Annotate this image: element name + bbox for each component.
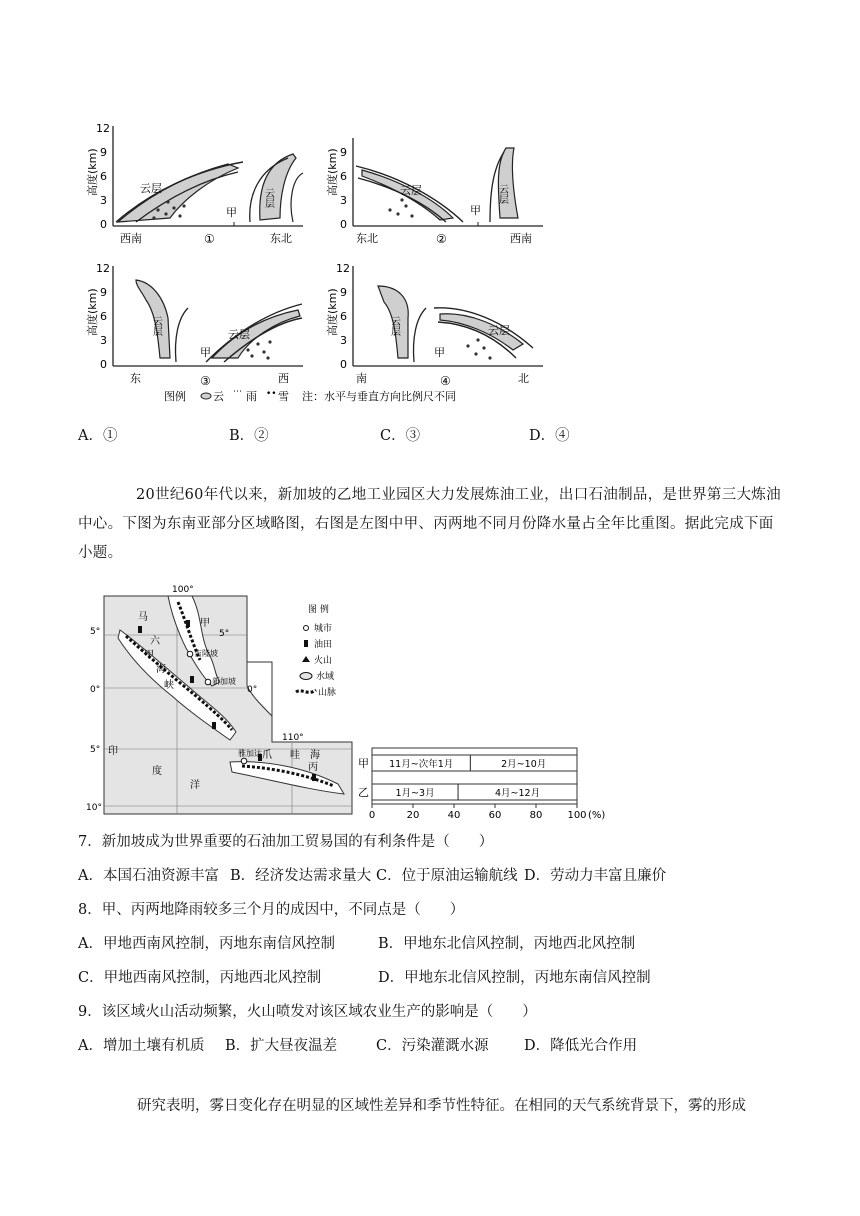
- bar-label-1-1: 4月~12月: [495, 788, 541, 799]
- q9-option-d[interactable]: D．降低光合作用: [524, 1038, 638, 1054]
- svg-text:0: 0: [100, 218, 107, 231]
- svg-text:3: 3: [340, 334, 347, 347]
- next-paragraph: 研究表明，雾日变化存在明显的区域性差异和季节性特征。在相同的天气系统背景下，雾的形成: [137, 1098, 746, 1114]
- rainfall-share-chart: [352, 744, 622, 822]
- prev-option-c[interactable]: C．③: [380, 428, 421, 444]
- svg-text:3: 3: [100, 194, 107, 207]
- svg-text:雪: 雪: [278, 390, 289, 403]
- svg-text:山脉: 山脉: [318, 688, 337, 698]
- svg-text:油田: 油田: [314, 640, 333, 650]
- svg-text:0: 0: [340, 218, 347, 231]
- q8-option-a[interactable]: A．甲地西南风控制，丙地东南信风控制: [78, 936, 335, 952]
- svg-text:度: 度: [152, 766, 162, 777]
- svg-text:①: ①: [204, 232, 215, 246]
- svg-text:图 例: 图 例: [308, 605, 329, 615]
- svg-text:6: 6: [340, 310, 347, 323]
- panel-2: [325, 138, 543, 246]
- q7-stem: 7．新加坡成为世界重要的石油加工贸易国的有利条件是（ ）: [78, 834, 494, 850]
- panel-4: [325, 262, 543, 388]
- svg-text:云层: 云层: [228, 328, 250, 341]
- x-tick-label-4: 80: [529, 810, 543, 821]
- bar-label-0-1: 2月~10月: [501, 759, 547, 770]
- panel-1: [85, 122, 303, 246]
- svg-text:0°: 0°: [90, 685, 101, 695]
- svg-text:10°: 10°: [86, 803, 102, 813]
- svg-text:云层: 云层: [400, 184, 422, 197]
- svg-text:12: 12: [336, 262, 350, 275]
- svg-text:9: 9: [340, 146, 347, 159]
- svg-text:高度(km): 高度(km): [86, 288, 99, 336]
- svg-text:0°: 0°: [247, 685, 258, 695]
- svg-text:东北: 东北: [270, 232, 292, 245]
- svg-text:100°: 100°: [172, 585, 194, 595]
- svg-text:马: 马: [138, 612, 148, 623]
- bar-label-1-0: 1月~3月: [395, 788, 435, 799]
- svg-text:吉隆坡: 吉隆坡: [194, 649, 218, 658]
- svg-text:云层: 云层: [150, 316, 162, 336]
- svg-text:云层: 云层: [262, 188, 274, 208]
- svg-text:云层: 云层: [496, 184, 508, 204]
- svg-text:④: ④: [440, 374, 451, 388]
- svg-text:城市: 城市: [314, 624, 333, 634]
- svg-text:六: 六: [150, 636, 160, 647]
- svg-text:西南: 西南: [120, 232, 142, 245]
- svg-text:海: 海: [156, 664, 166, 675]
- svg-text:甲: 甲: [144, 650, 154, 661]
- q8-option-d[interactable]: D．甲地东北信风控制，丙地东南信风控制: [378, 970, 651, 986]
- svg-text:甲: 甲: [434, 346, 445, 359]
- map-legend: [296, 603, 336, 698]
- q7-option-d[interactable]: D．劳动力丰富且廉价: [524, 868, 667, 884]
- svg-text:高度(km): 高度(km): [326, 148, 339, 196]
- q7-option-b[interactable]: B．经济发达需求量大: [230, 868, 372, 884]
- svg-text:东: 东: [130, 372, 141, 385]
- front-diagram-figure: [88, 118, 558, 408]
- svg-text:甲: 甲: [470, 204, 481, 217]
- svg-text:印: 印: [108, 746, 118, 757]
- svg-text:5°: 5°: [90, 745, 101, 755]
- svg-text:洋: 洋: [190, 780, 200, 791]
- q7-option-c[interactable]: C．位于原油运输航线: [376, 868, 518, 884]
- svg-text:12: 12: [96, 122, 110, 135]
- q8-option-b[interactable]: B．甲地东北信风控制，丙地西北风控制: [378, 936, 636, 952]
- q8-stem: 8．甲、丙两地降雨较多三个月的成因中，不同点是（ ）: [78, 902, 465, 918]
- q9-option-c[interactable]: C．污染灌溉水源: [376, 1038, 489, 1054]
- svg-text:0: 0: [100, 358, 107, 371]
- prev-option-b[interactable]: B．②: [229, 428, 269, 444]
- svg-text:••: ••: [266, 389, 277, 399]
- svg-text:峡: 峡: [164, 680, 174, 691]
- svg-text:雅加达: 雅加达: [238, 749, 262, 758]
- svg-text:甲: 甲: [200, 618, 210, 629]
- svg-text:海: 海: [310, 750, 320, 761]
- q8-option-c[interactable]: C．甲地西南风控制，丙地西北风控制: [78, 970, 322, 986]
- svg-text:雨: 雨: [246, 390, 257, 403]
- svg-text:甲: 甲: [226, 206, 237, 219]
- x-unit: (%): [588, 810, 606, 821]
- svg-text:西南: 西南: [510, 232, 532, 245]
- q7-option-a[interactable]: A．本国石油资源丰富: [78, 868, 219, 884]
- svg-text:云层: 云层: [140, 182, 162, 195]
- svg-text:哇: 哇: [290, 750, 300, 761]
- prev-option-a[interactable]: A．①: [78, 428, 118, 444]
- svg-text:9: 9: [100, 146, 107, 159]
- svg-text:云: 云: [213, 390, 224, 403]
- svg-text:9: 9: [100, 286, 107, 299]
- svg-text:云层: 云层: [488, 324, 510, 337]
- svg-text:西: 西: [278, 372, 289, 385]
- svg-text:图例: 图例: [164, 390, 186, 403]
- intro-paragraph: 20世纪60年代以来，新加坡的乙地工业园区大力发展炼油工业，出口石油制品，是世界第三大炼油中心。下图为东南亚部分区域略图，右图是左图中甲、丙两地不同月份降水量占全年比重图。据此完成下面小题。: [78, 487, 781, 561]
- q9-option-b[interactable]: B．扩大昼夜温差: [225, 1038, 338, 1054]
- svg-text:新加坡: 新加坡: [212, 677, 236, 686]
- svg-text:高度(km): 高度(km): [326, 288, 339, 336]
- svg-text:⋯: ⋯: [233, 387, 242, 397]
- svg-text:爪: 爪: [262, 750, 272, 761]
- svg-text:丙: 丙: [308, 762, 318, 773]
- row-label-yi: 乙: [358, 786, 369, 799]
- x-tick-label-5: 100: [567, 810, 587, 821]
- svg-text:9: 9: [340, 286, 347, 299]
- svg-text:6: 6: [340, 170, 347, 183]
- svg-text:12: 12: [96, 262, 110, 275]
- svg-text:3: 3: [340, 194, 347, 207]
- q9-stem: 9．该区域火山活动频繁，火山喷发对该区域农业生产的影响是（ ）: [78, 1004, 537, 1020]
- svg-text:北: 北: [518, 372, 529, 385]
- x-tick-label-3: 60: [488, 810, 502, 821]
- x-tick-label-1: 20: [406, 810, 420, 821]
- svg-text:3: 3: [100, 334, 107, 347]
- svg-text:火山: 火山: [314, 656, 333, 666]
- figure-legend: [164, 387, 456, 403]
- svg-text:甲: 甲: [200, 346, 211, 359]
- svg-text:6: 6: [100, 310, 107, 323]
- svg-text:云层: 云层: [388, 316, 400, 336]
- svg-text:5°: 5°: [90, 627, 101, 637]
- prev-option-d[interactable]: D．④: [529, 428, 570, 444]
- panel-3: [85, 262, 303, 388]
- southeast-asia-map: [82, 556, 372, 818]
- q9-option-a[interactable]: A．增加土壤有机质: [78, 1038, 205, 1054]
- svg-text:②: ②: [436, 232, 447, 246]
- bar-label-0-0: 11月~次年1月: [389, 759, 454, 770]
- svg-text:注：水平与垂直方向比例尺不同: 注：水平与垂直方向比例尺不同: [302, 390, 456, 403]
- svg-text:③: ③: [200, 374, 211, 388]
- svg-text:6: 6: [100, 170, 107, 183]
- svg-text:高度(km): 高度(km): [86, 148, 99, 196]
- svg-text:5°: 5°: [219, 629, 230, 639]
- row-label-jia: 甲: [358, 757, 369, 770]
- svg-text:0: 0: [340, 358, 347, 371]
- svg-text:南: 南: [356, 372, 367, 385]
- x-tick-label-2: 40: [447, 810, 461, 821]
- svg-text:110°: 110°: [282, 733, 304, 743]
- x-tick-label-0: 0: [368, 810, 376, 821]
- svg-text:水域: 水域: [316, 672, 335, 682]
- svg-text:东北: 东北: [356, 232, 378, 245]
